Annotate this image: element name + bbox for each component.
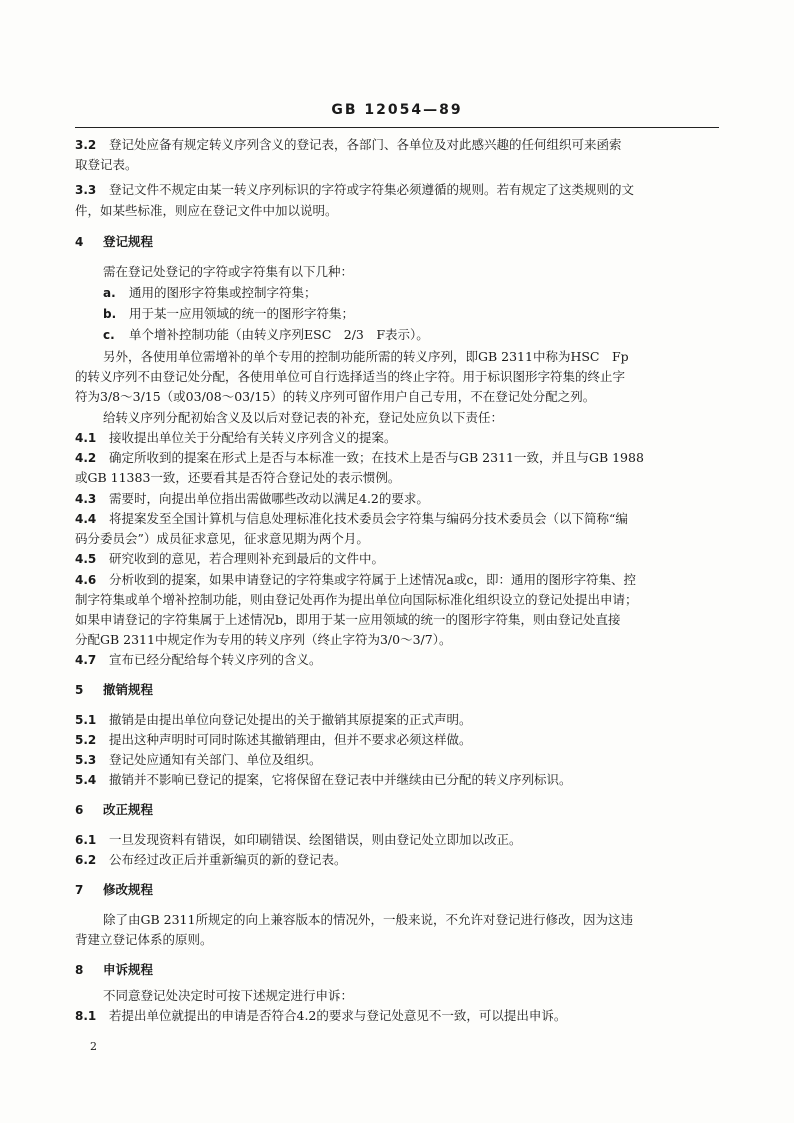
clause-4-3 — [75, 491, 429, 507]
section-number: 6 — [75, 803, 84, 817]
clause-number: 4.3 — [75, 492, 97, 506]
section-title: 申诉规程 — [103, 962, 154, 977]
section-title: 登记规程 — [103, 234, 154, 249]
clause-text: 提出这种声明时可同时陈述其撤销理由，但并不要求必须这样做。 — [109, 732, 472, 747]
clause-number: 4.5 — [75, 552, 97, 566]
clause-5-3 — [75, 752, 322, 768]
clause-4-4-cont: 码分委员会”）成员征求意见，征求意见期为两个月。 — [75, 531, 369, 546]
list-item-b — [103, 306, 354, 322]
section-title: 修改规程 — [103, 882, 154, 897]
clause-8-1 — [75, 1008, 566, 1024]
section-heading-5 — [75, 682, 153, 698]
clause-text: 需要时，向提出单位指出需做哪些改动以满足4.2的要求。 — [109, 491, 429, 506]
section-title: 撤销规程 — [103, 682, 154, 697]
clause-number: 4.1 — [75, 431, 97, 445]
list-text: 单个增补控制功能（由转义序列ESC 2/3 F表示）。 — [129, 327, 429, 342]
clause-text: 确定所收到的提案在形式上是否与本标准一致；在技术上是否与GB 2311一致，并且与GB 1988 — [109, 450, 644, 465]
clause-text: 登记处应备有规定转义序列含义的登记表，各部门、各单位及对此感兴趣的任何组织可来函索 — [109, 137, 622, 152]
paragraph-cont: 的转义序列不由登记处分配，各使用单位可自行选择适当的终止字符。用于标识图形字符集的终止字 — [75, 369, 626, 384]
clause-number: 5.2 — [75, 733, 97, 747]
paragraph-cont: 背建立登记体系的原则。 — [75, 932, 213, 947]
clause-text: 若提出单位就提出的申请是否符合4.2的要求与登记处意见不一致，可以提出申诉。 — [109, 1008, 567, 1023]
clause-text: 研究收到的意见，若合理则补充到最后的文件中。 — [109, 551, 385, 566]
list-item-a — [103, 285, 317, 301]
clause-number: 3.3 — [75, 183, 97, 197]
clause-number: 4.6 — [75, 573, 97, 587]
list-marker: c. — [103, 328, 115, 342]
clause-5-1 — [75, 712, 472, 728]
paragraph-cont: 符为3/8～3/15（或03/08～03/15）的转义序列可留作用户自己专用，不在登记处分配之列。 — [75, 389, 596, 404]
clause-4-4 — [75, 511, 628, 527]
clause-number: 4.2 — [75, 451, 97, 465]
page-number: 2 — [90, 1040, 97, 1053]
clause-5-2 — [75, 732, 472, 748]
paragraph: 给转义序列分配初始含义及以后对登记表的补充，登记处应负以下责任： — [103, 410, 504, 425]
clause-text: 一旦发现资料有错误，如印刷错误、绘图错误，则由登记处立即加以改正。 — [109, 832, 522, 847]
clause-4-2 — [75, 450, 644, 466]
clause-text: 公布经过改正后并重新编页的新的登记表。 — [109, 852, 347, 867]
clause-3-2 — [75, 137, 622, 153]
clause-3-3-cont: 件，如某些标准，则应在登记文件中加以说明。 — [75, 203, 338, 218]
clause-number: 3.2 — [75, 138, 97, 152]
list-item-c — [103, 327, 429, 343]
list-text: 用于某一应用领域的统一的图形字符集； — [129, 306, 355, 321]
clause-number: 4.7 — [75, 653, 97, 667]
header-rule — [75, 127, 719, 128]
clause-number: 4.4 — [75, 512, 97, 526]
paragraph: 除了由GB 2311所规定的向上兼容版本的情况外，一般来说，不允许对登记进行修改，因为这违 — [103, 912, 633, 927]
document-header: GB 12054—89 — [331, 102, 463, 118]
clause-4-6-cont: 制字符集或单个增补控制功能，则由登记处再作为提出单位向国际标准化组织设立的登记处提出申请； — [75, 592, 638, 607]
clause-4-7 — [75, 652, 322, 668]
clause-number: 5.1 — [75, 713, 97, 727]
list-text: 通用的图形字符集或控制字符集； — [129, 285, 317, 300]
section-number: 7 — [75, 883, 84, 897]
clause-number: 5.4 — [75, 773, 97, 787]
clause-number: 6.1 — [75, 833, 97, 847]
clause-text: 撤销是由提出单位向登记处提出的关于撤销其原提案的正式声明。 — [109, 712, 472, 727]
section-heading-4 — [75, 234, 153, 250]
section-title: 改正规程 — [103, 802, 154, 817]
clause-text: 登记文件不规定由某一转义序列标识的字符或字符集必须遵循的规则。若有规定了这类规则的文 — [109, 182, 635, 197]
clause-4-6 — [75, 572, 636, 588]
list-marker: b. — [103, 307, 117, 321]
paragraph: 不同意登记处决定时可按下述规定进行申诉： — [103, 988, 354, 1003]
list-marker: a. — [103, 286, 116, 300]
clause-6-1 — [75, 832, 522, 848]
section-number: 8 — [75, 963, 84, 977]
clause-number: 5.3 — [75, 753, 97, 767]
section-number: 5 — [75, 683, 84, 697]
clause-text: 将提案发至全国计算机与信息处理标准化技术委员会字符集与编码分技术委员会（以下简称“编 — [109, 511, 628, 526]
section-heading-8 — [75, 962, 153, 978]
section-heading-6 — [75, 802, 153, 818]
section-number: 4 — [75, 235, 84, 249]
clause-text: 宣布已经分配给每个转义序列的含义。 — [109, 652, 322, 667]
clause-6-2 — [75, 852, 347, 868]
clause-5-4 — [75, 772, 572, 788]
clause-text: 登记处应通知有关部门、单位及组织。 — [109, 752, 322, 767]
clause-text: 接收提出单位关于分配给有关转义序列含义的提案。 — [109, 430, 397, 445]
clause-3-3 — [75, 182, 634, 198]
section-heading-7 — [75, 882, 153, 898]
clause-text: 分析收到的提案，如果申请登记的字符集或字符属于上述情况a或c，即：通用的图形字符集、控 — [109, 572, 636, 587]
paragraph: 另外，各使用单位需增补的单个专用的控制功能所需的转义序列，即GB 2311中称为HSC Fp — [103, 349, 629, 364]
clause-3-2-cont: 取登记表。 — [75, 157, 138, 172]
clause-4-1 — [75, 430, 397, 446]
clause-text: 撤销并不影响已登记的提案，它将保留在登记表中并继续由已分配的转义序列标识。 — [109, 772, 572, 787]
clause-4-2-cont: 或GB 11383一致，还要看其是否符合登记处的表示惯例。 — [75, 470, 401, 485]
clause-4-6-cont: 分配GB 2311中规定作为专用的转义序列（终止字符为3/0～3/7）。 — [75, 632, 452, 647]
clause-number: 6.2 — [75, 853, 97, 867]
clause-4-6-cont: 如果申请登记的字符集属于上述情况b，即用于某一应用领域的统一的图形字符集，则由登记处直接 — [75, 612, 621, 627]
paragraph: 需在登记处登记的字符或字符集有以下几种： — [103, 264, 354, 279]
clause-number: 8.1 — [75, 1009, 97, 1023]
clause-4-5 — [75, 551, 384, 567]
